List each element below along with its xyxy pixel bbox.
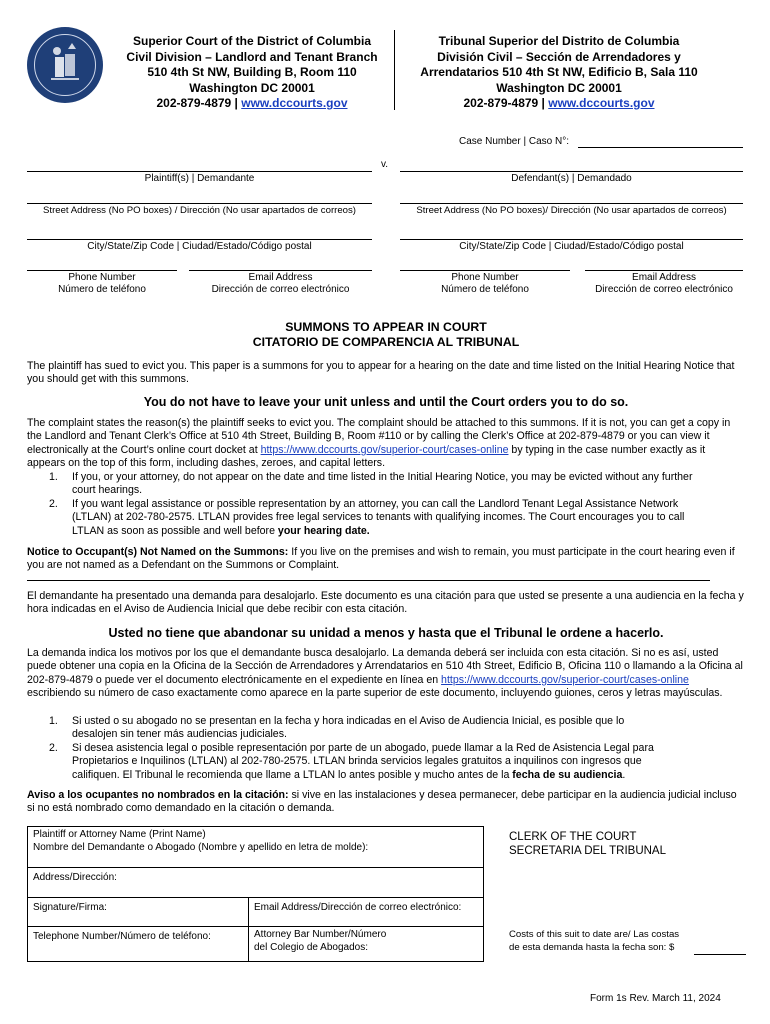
title-es: CITATORIO DE COMPARENCIA AL TRIBUNAL xyxy=(252,335,520,349)
defendant-phone-label: Phone Number Número de teléfono xyxy=(441,272,529,295)
address-es: Arrendatarios 510 4th St NW, Edificio B, Sala 110 xyxy=(420,65,698,79)
plaintiff-phone-label: Phone Number Número de teléfono xyxy=(58,272,146,295)
spanish-item2: Si desea asistencia legal o posible representación por parte de un abogado, puede llamar a la Red de Asistencia Legal para Propietarios e Inquilinos (LTLAN) al 202-780-2575. LTLAN brinda servicios legales gratuitos a inquilinos con ingresos que califiquen. El Tribunal le recomienda que llame a LTLAN lo antes posible y mucho antes de la fecha de su audiencia. xyxy=(72,742,654,781)
defendant-field[interactable] xyxy=(400,171,743,172)
spanish-notice: Aviso a los ocupantes no nombrados en la citación: si vive en las instalaciones y desea permanecer, debe participar en la audiencia judicial incluso si no está nombrado como demandado en la citación o demanda. xyxy=(27,789,737,815)
header-spanish xyxy=(404,34,714,112)
spanish-item2-number: 2. xyxy=(49,742,58,754)
court-seal-logo xyxy=(27,27,103,103)
box-rule-2 xyxy=(27,897,484,898)
signature-field[interactable]: Signature/Firma: xyxy=(33,902,107,913)
plaintiff-email-field[interactable] xyxy=(189,270,372,271)
defendant-street-label: Street Address (No PO boxes)/ Dirección (No usar apartados de correos) xyxy=(416,205,727,216)
plaintiff-phone-field[interactable] xyxy=(27,270,177,271)
english-notice: Notice to Occupant(s) Not Named on the Summons: If you live on the premises and wish to remain, you must participate in the court hearing even if you are not named as a Defendant on the Summons or Complaint. xyxy=(27,546,735,572)
spanish-complaint: La demanda indica los motivos por los que el demandante busca desalojarlo. La demanda deberá ser incluida con esta citación. Si no es así, usted puede obtener una copia en la Oficina de la Sección de Arrendadores y Arrendatarios en 510 4th Street, Edificio B, Oficina 110 o llamando a la Oficina al 202-879-4879 o puede ver el documento electrónicamente en el expediente en línea en https://www.dccourts.gov/superior-court/cases-online escribiendo su número de caso exactamente como aparece en la parte superior de este documento, incluyendo guiones, ceros y letras mayúsculas. xyxy=(27,647,743,700)
contact-en: 202-879-4879 | www.dccourts.gov xyxy=(156,96,348,110)
form-revision: Form 1s Rev. March 11, 2024 xyxy=(590,993,721,1004)
english-intro: The plaintiff has sued to evict you. This paper is a summons for you to appear for a hearing on the date and time listed on the Initial Hearing Notice that you should get with this summons. xyxy=(27,360,735,386)
costs-amount-field[interactable] xyxy=(694,954,746,955)
plaintiff-city-field[interactable] xyxy=(27,239,372,240)
website-link-en[interactable]: www.dccourts.gov xyxy=(241,96,348,110)
cases-online-link-es[interactable]: https://www.dccourts.gov/superior-court/cases-online xyxy=(441,673,689,686)
spanish-heading: Usted no tiene que abandonar su unidad a menos y hasta que el Tribunal le ordene a hacerlo. xyxy=(108,626,664,640)
court-name-en: Superior Court of the District of Columbia xyxy=(132,34,371,48)
court-name-es: Tribunal Superior del Distrito de Columbia xyxy=(438,34,680,48)
website-link-es[interactable]: www.dccourts.gov xyxy=(548,96,655,110)
case-number-field[interactable] xyxy=(578,147,743,148)
plaintiff-email-label: Email Address Dirección de correo electrónico xyxy=(211,272,350,295)
costs-label: Costs of this suit to date are/ Las costas de esta demanda hasta la fecha son: $ xyxy=(509,929,680,953)
defendant-label: Defendant(s) | Demandado xyxy=(511,173,632,184)
title-en: SUMMONS TO APPEAR IN COURT xyxy=(285,320,487,334)
telephone-field[interactable]: Telephone Number/Número de teléfono: xyxy=(33,931,211,942)
english-heading: You do not have to leave your unit unless and until the Court orders you to do so. xyxy=(143,395,629,409)
defendant-email-field[interactable] xyxy=(585,270,743,271)
plaintiff-field[interactable] xyxy=(27,171,372,172)
english-item2: If you want legal assistance or possible representation by an attorney, you can call the Landlord Tenant Legal Assistance Network (LTLAN) at 202-780-2575. LTLAN provides free legal services to tenants with qualifying incomes. The Court encourages you to call LTLAN as soon as possible and well before your hearing date. xyxy=(72,498,685,537)
defendant-city-field[interactable] xyxy=(400,239,743,240)
defendant-street-field[interactable] xyxy=(400,203,743,204)
header-divider xyxy=(394,30,395,110)
address-field[interactable]: Address/Dirección: xyxy=(33,872,117,883)
bar-number-field[interactable]: Attorney Bar Number/Número del Colegio de Abogados: xyxy=(254,929,387,953)
section-divider xyxy=(27,580,710,581)
plaintiff-city-label: City/State/Zip Code | Ciudad/Estado/Código postal xyxy=(87,241,312,252)
english-item2-number: 2. xyxy=(49,498,58,510)
address-en: 510 4th St NW, Building B, Room 110 xyxy=(147,65,357,79)
english-complaint: The complaint states the reason(s) the plaintiff seeks to evict you. The complaint should be attached to this summons. If it is not, you can get a copy in the Landlord and Tenant Clerk’s Office at 510 4th Street, Building B, Room #110 or by calling the Clerk’s Office at 202-879-4879 or you can view it electronically at the Court’s online court docket at https://www.dccourts.gov/superior-court/cases-online by typing in the case number exactly as it appears on the top of this form, including dashes, zeroes, and capital letters. xyxy=(27,417,731,470)
cases-online-link-en[interactable]: https://www.dccourts.gov/superior-court/cases-online xyxy=(260,443,509,456)
box-divider xyxy=(248,897,249,962)
plaintiff-label: Plaintiff(s) | Demandante xyxy=(144,173,255,184)
plaintiff-street-label: Street Address (No PO boxes) / Dirección (No usar apartados de correos) xyxy=(43,205,356,216)
division-es: División Civil – Sección de Arrendadores y xyxy=(437,49,681,64)
plaintiff-street-field[interactable] xyxy=(27,203,372,204)
email-field[interactable]: Email Address/Dirección de correo electrónico: xyxy=(254,902,462,913)
box-rule-1 xyxy=(27,867,484,868)
attorney-name-field[interactable]: Plaintiff or Attorney Name (Print Name) Nombre del Demandante o Abogado (Nombre y apellido en letra de molde): xyxy=(33,829,369,853)
division-en: Civil Division – Landlord and Tenant Branch xyxy=(126,49,378,64)
spanish-intro: El demandante ha presentado una demanda para desalojarlo. Este documento es una citación para que usted se presente a una audiencia en la fecha y hora indicadas en el Aviso de Audiencia Inicial que debe recibir con esta citación. xyxy=(27,590,744,616)
clerk-label: CLERK OF THE COURT SECRETARIA DEL TRIBUNAL xyxy=(509,831,666,857)
contact-es: 202-879-4879 | www.dccourts.gov xyxy=(463,96,655,110)
box-rule-3 xyxy=(27,926,484,927)
city-es: Washington DC 20001 xyxy=(496,80,622,95)
spanish-item1-number: 1. xyxy=(49,715,58,727)
english-item1: If you, or your attorney, do not appear on the date and time listed in the Initial Hearing Notice, you may be evicted without any further court hearings. xyxy=(72,471,693,497)
city-en: Washington DC 20001 xyxy=(189,80,315,95)
spanish-item1: Si usted o su abogado no se presentan en la fecha y hora indicadas en el Aviso de Audiencia Inicial, es posible que lo desalojen sin tener más audiencias judiciales. xyxy=(72,715,625,741)
document-title xyxy=(27,320,745,350)
defendant-phone-field[interactable] xyxy=(400,270,570,271)
defendant-city-label: City/State/Zip Code | Ciudad/Estado/Código postal xyxy=(459,241,684,252)
english-item1-number: 1. xyxy=(49,471,58,483)
defendant-email-label: Email Address Dirección de correo electrónico xyxy=(595,272,733,295)
versus-label: v. xyxy=(381,159,389,170)
header-english xyxy=(112,34,392,112)
case-number-label: Case Number | Caso N°: xyxy=(459,136,569,147)
